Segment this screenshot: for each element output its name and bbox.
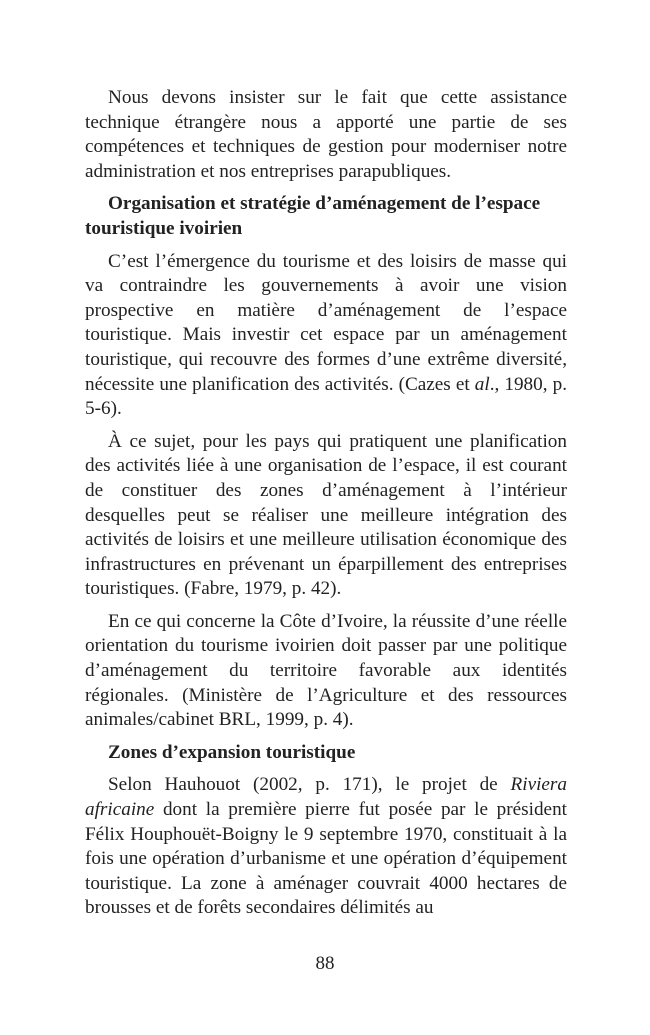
paragraph-riviera-lead: Selon Hauhouot (2002, p. 171), le projet de (108, 774, 511, 796)
paragraph-emergence-tourisme (85, 250, 567, 422)
page-body (85, 86, 567, 929)
paragraph-zones-amenagement: À ce sujet, pour les pays qui pratiquent une planification des activités liée à une organisation de l’espace, il est courant de constituer des zones d’aménagement à l’intérieur desquelles peut se réaliser une meilleure intégration des activités de loisirs et une meilleure utilisation économique des infrastructures en prévenant un éparpillement des entreprises touristiques. (Fabre, 1979, p. 42). (85, 430, 567, 600)
citation-cazes-tail: ., 1980, p. 5-6). (85, 373, 567, 420)
section-heading-zones-expansion: Zones d’expansion touristique (108, 741, 356, 763)
section-heading-organisation: Organisation et stratégie d’aménagement de l’espace touristique ivoirien (85, 193, 541, 239)
paragraph-cote-divoire: En ce qui concerne la Côte d’Ivoire, la réussite d’une réelle orientation du tourisme ivoirien doit passer par une politique d’aménagement du territoire favorable aux identités régionales. (Ministère de l’Agriculture et des ressources animales/cabinet BRL, 1999, p. 4). (85, 610, 567, 731)
riviera-africaine-italic: Riviera africaine (85, 774, 567, 821)
page-number: 88 (315, 953, 335, 974)
paragraph-riviera-text: dont la première pierre fut posée par le président Félix Houphouët-Boigny le 9 septembre 1970, constituait à la fois une opération d’urbanisme et une opération d’équipement touristique. La zone à aménager couvrait 4000 hectares de brousses et de forêts secondaires délimités au (85, 799, 567, 919)
citation-al-italic: al (474, 373, 490, 395)
paragraph-emergence-text: C’est l’émergence du tourisme et des loisirs de masse qui va contraindre les gouvernements à avoir une vision prospective en matière d’aménagement de l’espace touristique. Mais investir cet espace par un aménagement touristique, qui recouvre des formes d’une extrême diversité, nécessite une planification des activités. (Cazes et (85, 250, 567, 395)
paragraph-assistance-technique: Nous devons insister sur le fait que cette assistance technique étrangère nous a apporté une partie de ses compétences et techniques de gestion pour moderniser notre administration et nos entreprises parapubliques. (85, 87, 567, 182)
paragraph-riviera-africaine (85, 773, 567, 921)
